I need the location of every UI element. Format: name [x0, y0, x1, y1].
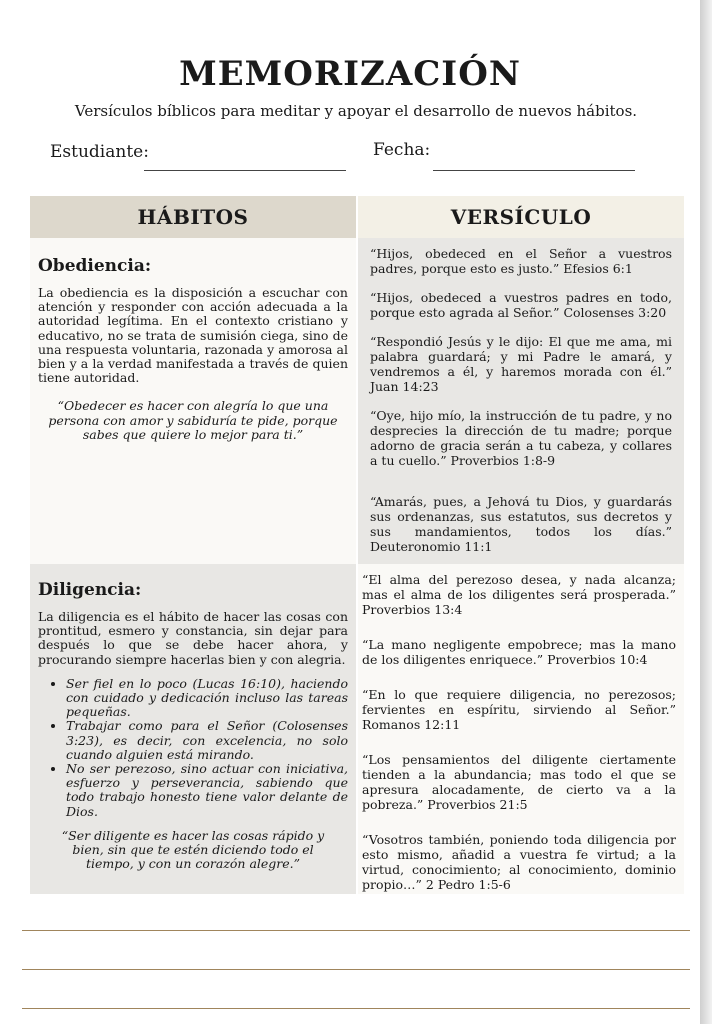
date-line[interactable] — [433, 170, 635, 171]
diligencia-description: La diligencia es el hábito de hacer las cosas con prontitud, esmero y constancia, sin dejar para después lo que se debe hacer ahora, y procurando siempre hacerlas bien y con alegria. — [38, 609, 348, 667]
diligencia-quote: “Ser diligente es hacer las cosas rápido y bien, sin que te estén diciendo todo el tiempo, y con un corazón alegre.” — [61, 827, 325, 872]
notes-area — [22, 894, 690, 1024]
diligencia-bullet-list — [38, 677, 348, 819]
diligencia-habit-cell — [30, 564, 356, 894]
verse-item: “Amarás, pues, a Jehová tu Dios, y guardarás sus ordenanzas, sus estatutos, sus decretos y sus mandamientos, todos los días.” Deuteronomio 11:1 — [370, 494, 672, 554]
bullet-item: • Ser fiel en lo poco (Lucas 16:10), haciendo con cuidado y dedicación incluso las tareas pequeñas. — [66, 677, 348, 720]
verse-item: “Los pensamientos del diligente ciertamente tienden a la abundancia; mas todo el que se apresura alocadamente, de cierto va a la pobreza.” Proverbios 21:5 — [362, 752, 676, 812]
habits-column-header: HÁBITOS — [30, 196, 356, 238]
bullet-item: • Trabajar como para el Señor (Colosenses 3:23), es decir, con excelencia, no solo cuando alguien está mirando. — [66, 719, 348, 762]
student-name-line[interactable] — [144, 170, 346, 171]
date-label: Fecha: — [373, 140, 431, 160]
note-line[interactable] — [22, 930, 690, 931]
verse-item: “Vosotros también, poniendo toda diligencia por esto mismo, añadid a vuestra fe virtud; a la virtud, conocimiento; al conocimiento, dominio propio…” 2 Pedro 1:5-6 — [362, 832, 676, 892]
verse-item: “Respondió Jesús y le dijo: El que me ama, mi palabra guardará; y mi Padre le amará, y vendremos a él, y haremos morada con él.” Juan 14:23 — [370, 334, 672, 394]
verse-column-header: VERSÍCULO — [358, 196, 684, 238]
diligencia-verses-cell — [358, 564, 684, 894]
verse-item: “La mano negligente empobrece; mas la mano de los diligentes enriquece.” Proverbios 10:4 — [362, 637, 676, 667]
note-line[interactable] — [22, 1008, 690, 1009]
page-title: MEMORIZACIÓN — [179, 54, 521, 94]
verse-item: “El alma del perezoso desea, y nada alcanza; mas el alma de los diligentes será prosperada.” Proverbios 13:4 — [362, 572, 676, 617]
note-line[interactable] — [22, 969, 690, 970]
page-edge-shadow — [700, 0, 712, 1024]
verse-item: “Oye, hijo mío, la instrucción de tu padre, y no desprecies la dirección de tu madre; porque adorno de gracia serán a tu cabeza, y collares a tu cuello.” Proverbios 1:8-9 — [370, 408, 672, 468]
diligencia-title: Diligencia: — [38, 580, 142, 600]
verse-item: “En lo que requiere diligencia, no perezosos; fervientes en espíritu, sirviendo al Señor.” Romanos 12:11 — [362, 687, 676, 732]
obediencia-quote: “Obedecer es hacer con alegría lo que una persona con amor y sabiduría te pide, porque sabes que quiere lo mejor para ti.” — [48, 398, 338, 442]
bullet-item: • No ser perezoso, sino actuar con iniciativa, esfuerzo y perseverancia, sabiendo que todo trabajo honesto tiene valor delante de Dios. — [66, 762, 348, 819]
obediencia-description: La obediencia es la disposición a escuchar con atención y responder con acción adecuada a la autoridad legítima. En el contexto cristiano y educativo, no se trata de sumisión ciega, sino de una respuesta voluntaria, razonada y amorosa al bien y a la verdad manifestada a través de quien tiene autoridad. — [38, 285, 348, 386]
verse-item: “Hijos, obedeced en el Señor a vuestros padres, porque esto es justo.” Efesios 6:1 — [370, 246, 672, 276]
verse-item: “Hijos, obedeced a vuestros padres en todo, porque esto agrada al Señor.” Colosenses 3:20 — [370, 290, 672, 320]
obediencia-habit-cell — [30, 238, 356, 564]
page-subtitle: Versículos bíblicos para meditar y apoyar el desarrollo de nuevos hábitos. — [74, 102, 638, 120]
obediencia-title: Obediencia: — [38, 256, 152, 276]
obediencia-verses-cell — [358, 238, 684, 564]
student-label: Estudiante: — [50, 142, 149, 162]
